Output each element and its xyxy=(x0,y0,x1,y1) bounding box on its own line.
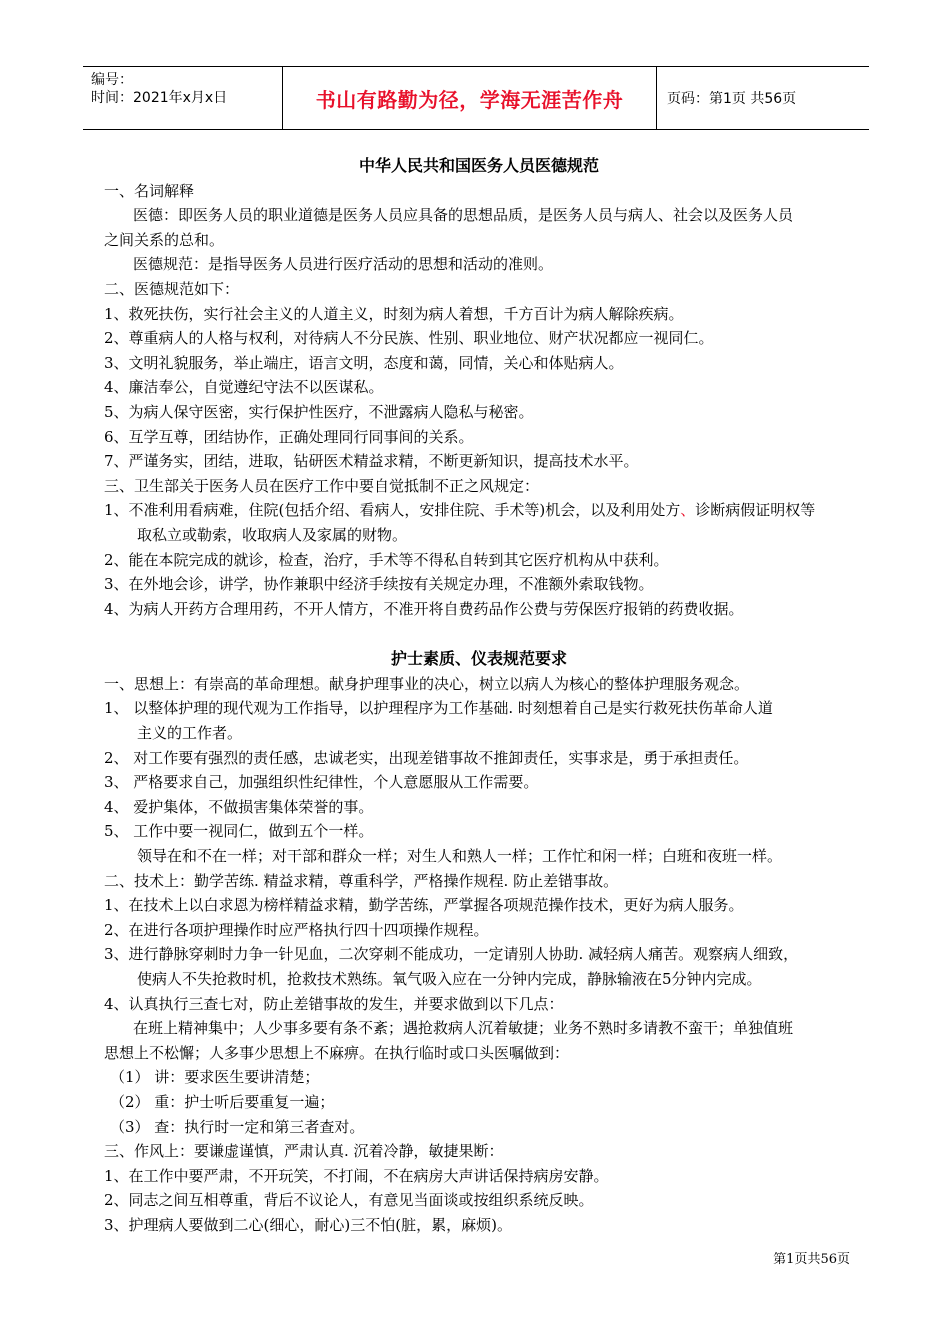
section-title: 护士素质、仪表规范要求 xyxy=(390,649,567,669)
text-line: 6、互学互尊，团结协作，正确处理同行同事间的关系。 xyxy=(104,427,474,446)
text-line: 2、尊重病人的人格与权利，对待病人不分民族、性别、职业地位、财产状况都应一视同仁。 xyxy=(104,329,714,348)
number-label: 编号： xyxy=(91,72,133,88)
red-punctuation: 、 xyxy=(680,501,696,520)
header-page-info: 页码：第1页 共56页 xyxy=(667,91,797,107)
text-line: 二、医德规范如下： xyxy=(104,279,240,298)
text-line: 3、文明礼貌服务，举止端庄，语言文明，态度和蔼，同情，关心和体贴病人。 xyxy=(104,353,624,372)
text-line: （1） 讲：要求医生要讲清楚； xyxy=(110,1068,320,1087)
text-line: 3、在外地会诊，讲学，协作兼职中经济手续按有关规定办理，不准额外索取钱物。 xyxy=(104,575,654,594)
text-line: （3） 查：执行时一定和第三者查对。 xyxy=(110,1117,365,1136)
text-line: 领导在和不在一样；对干部和群众一样；对生人和熟人一样；工作忙和闲一样；白班和夜班一样。 xyxy=(137,847,783,866)
text-line: 2、 对工作要有强烈的责任感，忠诚老实，出现差错事故不推卸责任，实事求是，勇于承担责任。 xyxy=(104,748,749,767)
text-line xyxy=(104,498,854,523)
section-title: 中华人民共和国医务人员医德规范 xyxy=(358,156,599,175)
text-line: 三、作风上：要谦虚谨慎，严肃认真. 沉着冷静，敏捷果断： xyxy=(104,1142,504,1161)
text-line: 一、思想上：有崇高的革命理想。献身护理事业的决心，树立以病人为核心的整体护理服务观念。 xyxy=(104,674,750,693)
text-line: 在班上精神集中；人少事多要有条不紊；遇抢救病人沉着敏捷；业务不熟时多请教不蛮干；单独值班 xyxy=(133,1019,794,1038)
text-line: 医德规范：是指导医务人员进行医疗活动的思想和活动的准则。 xyxy=(133,255,554,274)
text-line: 1、在工作中要严肃，不开玩笑，不打闹，不在病房大声讲话保持病房安静。 xyxy=(104,1166,609,1185)
text-line: 3、进行静脉穿刺时力争一针见血，二次穿刺不能成功，一定请别人协助. 减轻病人痛苦。观察病人细致， xyxy=(104,945,799,964)
text-line: 2、在进行各项护理操作时应严格执行四十四项操作规程。 xyxy=(104,920,489,939)
text-line: 1、 以整体护理的现代观为工作指导，以护理程序为工作基础. 时刻想着自己是实行救死扶伤革命人道 xyxy=(104,699,773,718)
text-line: 一、名词解释 xyxy=(104,181,195,200)
text-line: 2、同志之间互相尊重，背后不议论人，有意见当面谈或按组织系统反映。 xyxy=(104,1191,594,1210)
header-motto: 书山有路勤为径，学海无涯苦作舟 xyxy=(282,67,657,129)
text-line: 主义的工作者。 xyxy=(137,724,243,743)
text-line: 2、能在本院完成的就诊，检查，治疗，手术等不得私自转到其它医疗机构从中获利。 xyxy=(104,550,669,569)
header-table xyxy=(83,66,869,130)
text-line: 4、为病人开药方合理用药，不开人情方，不准开将自费药品作公费与劳保医疗报销的药费收据。 xyxy=(104,599,744,618)
text-line: 取私立或勒索，收取病人及家属的财物。 xyxy=(137,525,408,544)
section-gap xyxy=(104,621,854,647)
text-line: 二、技术上：勤学苦练. 精益求精，尊重科学，严格操作规程. 防止差错事故。 xyxy=(104,871,619,890)
text-line: 3、 严格要求自己，加强组织性纪律性，个人意愿服从工作需要。 xyxy=(104,773,539,792)
text-line: 医德：即医务人员的职业道德是医务人员应具备的思想品质，是医务人员与病人、社会以及医务人员 xyxy=(133,206,794,225)
text-segment: 诊断病假证明权等 xyxy=(695,501,816,520)
text-line: 7、严谨务实，团结，进取，钻研医术精益求精，不断更新知识，提高技术水平。 xyxy=(104,452,639,471)
text-line: 1、在技术上以白求恩为榜样精益求精，勤学苦练，严掌握各项规范操作技术，更好为病人服务。 xyxy=(104,896,744,915)
text-line: 4、廉洁奉公，自觉遵纪守法不以医谋私。 xyxy=(104,378,384,397)
page-footer: 第1页共56页 xyxy=(773,1252,850,1267)
header-meta-cell xyxy=(83,67,282,129)
text-line: 思想上不松懈；人多事少思想上不麻痹。在执行临时或口头医嘱做到： xyxy=(104,1043,570,1062)
text-line: 5、为病人保守医密，实行保护性医疗，不泄露病人隐私与秘密。 xyxy=(104,402,534,421)
text-line: 3、护理病人要做到二心(细心，耐心)三不怕(脏，累，麻烦)。 xyxy=(104,1215,512,1234)
text-line: （2） 重：护士听后要重复一遍； xyxy=(110,1092,335,1111)
document-body xyxy=(104,154,854,1238)
time-label: 时间：2021年x月x日 xyxy=(91,90,228,106)
text-line: 1、救死扶伤，实行社会主义的人道主义，时刻为病人着想，千方百计为病人解除疾病。 xyxy=(104,304,684,323)
text-line: 之间关系的总和。 xyxy=(104,230,225,249)
text-line: 使病人不失抢救时机，抢救技术熟练。氧气吸入应在一分钟内完成，静脉输液在5分钟内完成。 xyxy=(137,970,762,988)
text-segment: 1、不准利用看病难，住院(包括介绍、看病人，安排住院、手术等)机会，以及利用处方 xyxy=(104,501,681,520)
text-line: 5、 工作中要一视同仁，做到五个一样。 xyxy=(104,822,374,841)
text-line: 4、认真执行三查七对，防止差错事故的发生，并要求做到以下几点： xyxy=(104,994,564,1013)
text-line: 三、卫生部关于医务人员在医疗工作中要自觉抵制不正之风规定： xyxy=(104,476,540,495)
text-line: 4、 爱护集体，不做损害集体荣誉的事。 xyxy=(104,797,374,816)
